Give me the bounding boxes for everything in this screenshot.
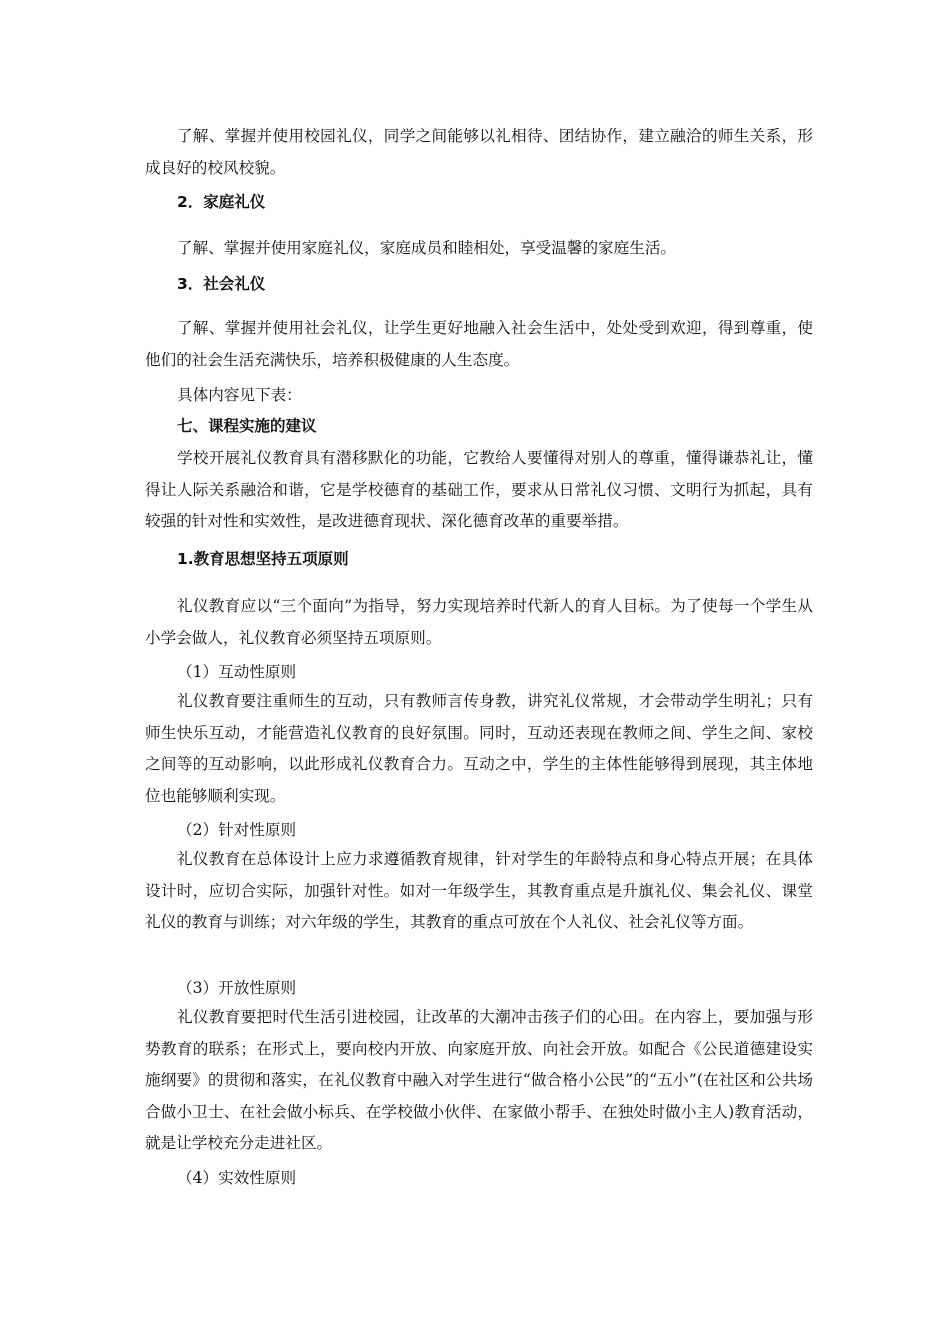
- paragraph-social-etiquette: 了解、掌握并使用社会礼仪，让学生更好地融入社会生活中，处处受到欢迎，得到尊重，使他们的社会生活充满快乐，培养积极健康的人生态度。: [145, 319, 813, 369]
- paragraph-table-note: 具体内容见下表：: [177, 386, 302, 404]
- heading-family-etiquette: 2．家庭礼仪: [177, 193, 266, 211]
- paragraph-openness-principle: 礼仪教育要把时代生活引进校园，让改革的大潮冲击孩子们的心田。在内容上，要加强与形势教育的联系；在形式上，要向校内开放、向家庭开放、向社会开放。如配合《公民道德建设实施纲要》的贯彻和落实，在礼仪教育中融入对学生进行“做合格小公民”的“五小”(在社区和公共场合做小卫士、在社会做小标兵、在学校做小伙伴、在家做小帮手、在独处时做小主人)教育活动，就是让学校充分走进社区。: [145, 1008, 813, 1152]
- heading-social-etiquette: 3．社会礼仪: [177, 275, 266, 293]
- subheading-interaction-principle: （1）互动性原则: [177, 663, 297, 681]
- paragraph-interaction-principle: 礼仪教育要注重师生的互动，只有教师言传身教，讲究礼仪常规，才会带动学生明礼；只有师生快乐互动，才能营造礼仪教育的良好氛围。同时，互动还表现在教师之间、学生之间、家校之间等的互动影响，以此形成礼仪教育合力。互动之中，学生的主体性能够得到展现，其主体地位也能够顺利实现。: [145, 692, 813, 805]
- heading-section-seven: 七、课程实施的建议: [177, 417, 317, 435]
- subheading-openness-principle: （3）开放性原则: [177, 979, 297, 997]
- subheading-targeted-principle: （2）针对性原则: [177, 821, 297, 839]
- heading-five-principles: 1.教育思想坚持五项原则: [177, 550, 349, 568]
- paragraph-targeted-principle: 礼仪教育在总体设计上应力求遵循教育规律，针对学生的年龄特点和身心特点开展；在具体设计时，应切合实际，加强针对性。如对一年级学生，其教育重点是升旗礼仪、集会礼仪、课堂礼仪的教育与训练；对六年级的学生，其教育的重点可放在个人礼仪、社会礼仪等方面。: [145, 850, 813, 931]
- paragraph-family-etiquette: 了解、掌握并使用家庭礼仪，家庭成员和睦相处，享受温馨的家庭生活。: [177, 239, 677, 257]
- paragraph-section-seven: 学校开展礼仪教育具有潜移默化的功能，它教给人要懂得对别人的尊重，懂得谦恭礼让，懂得让人际关系融洽和谐，它是学校德育的基础工作，要求从日常礼仪习惯、文明行为抓起，具有较强的针对性和实效性，是改进德育现状、深化德育改革的重要举措。: [145, 449, 813, 530]
- paragraph-campus-etiquette: 了解、掌握并使用校园礼仪，同学之间能够以礼相待、团结协作，建立融洽的师生关系，形成良好的校风校貌。: [145, 127, 813, 177]
- paragraph-five-principles: 礼仪教育应以“三个面向”为指导，努力实现培养时代新人的育人目标。为了使每一个学生从小学会做人，礼仪教育必须坚持五项原则。: [145, 597, 813, 647]
- subheading-effectiveness-principle: （4）实效性原则: [177, 1169, 297, 1187]
